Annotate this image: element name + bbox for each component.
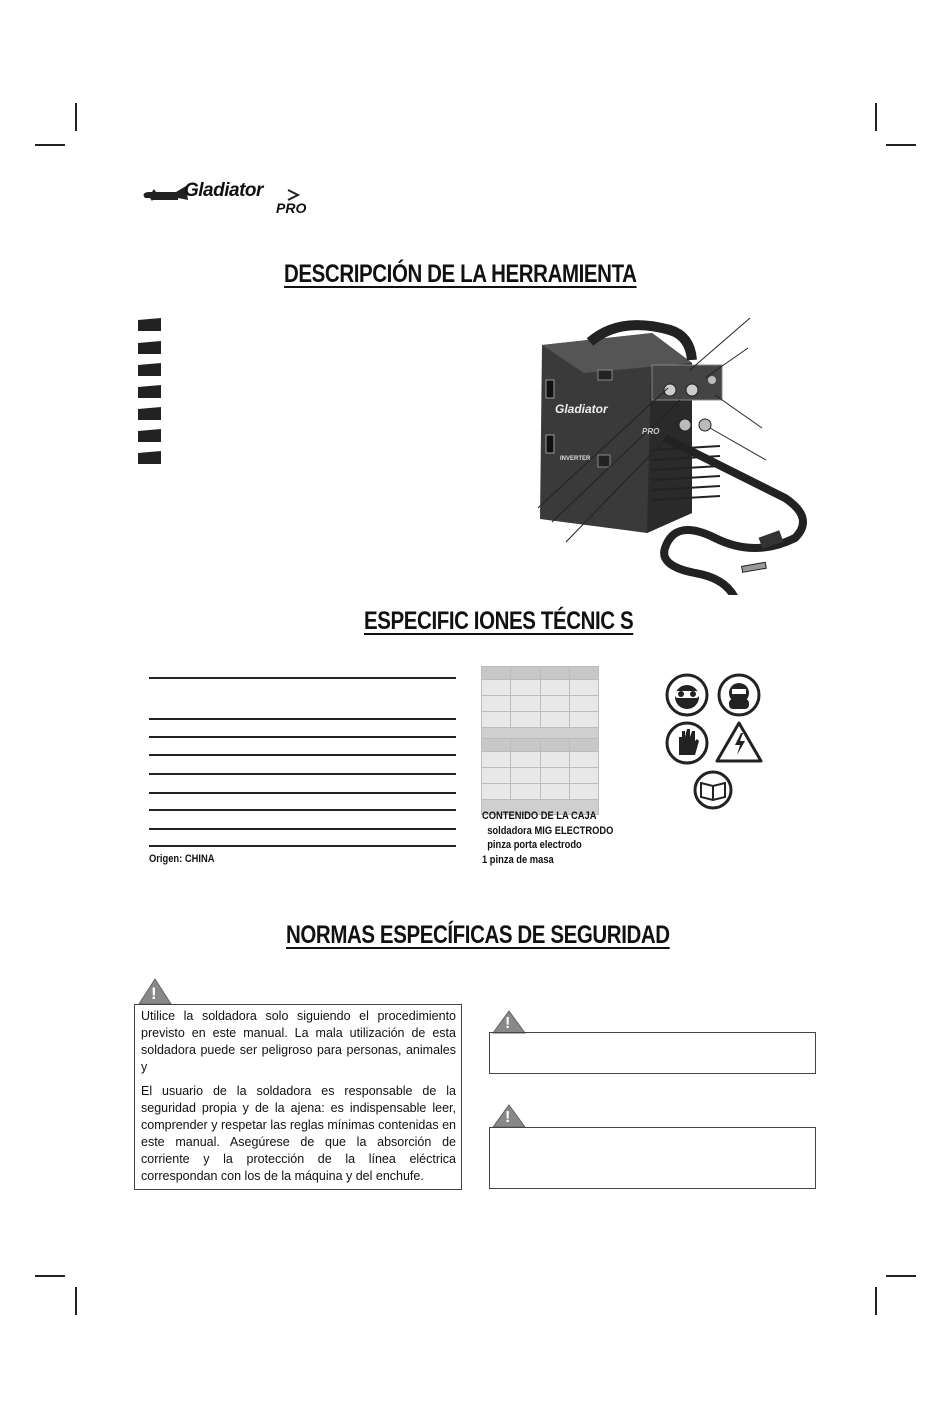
safety-box (134, 1004, 462, 1190)
list-bullet (138, 318, 161, 331)
crop-mark (875, 1287, 877, 1315)
warning-icon (137, 977, 173, 1005)
machine-brand: Gladiator (555, 402, 608, 416)
list-bullet (138, 407, 161, 420)
warning-mark: ! (505, 1015, 511, 1032)
list-bullet (138, 363, 161, 376)
welder-machine-icon (530, 310, 820, 595)
origin-label: Origen: CHINA (149, 853, 215, 865)
spec-table (481, 738, 599, 815)
list-bullet (138, 385, 161, 398)
box-contents-item: pinza porta electrodo (482, 839, 582, 851)
warning-mark: ! (505, 1109, 511, 1126)
safety-pictograms (665, 673, 765, 813)
machine-brand-sub: PRO (642, 427, 660, 436)
box-contents-item: 1 pinza de masa (482, 853, 554, 866)
box-contents-title: CONTENIDO DE LA CAJA (482, 810, 597, 822)
spec-row (149, 828, 456, 830)
description-title: DESCRIPCIÓN DE LA HERRAMIENTA (284, 260, 637, 288)
crop-mark (35, 1275, 65, 1277)
specs-title: ESPECIFIC IONES TÉCNIC S (364, 607, 634, 635)
box-contents (482, 809, 637, 867)
spec-row (149, 792, 456, 794)
warning-icon (491, 1104, 527, 1128)
safety-box (489, 1127, 816, 1189)
list-bullet (138, 341, 161, 354)
electric-hazard-icon (717, 723, 761, 761)
crop-mark (35, 144, 65, 146)
spec-row (149, 845, 456, 847)
crop-mark (75, 103, 77, 131)
goggles-icon (667, 675, 707, 715)
spec-row (149, 677, 456, 679)
spec-table (481, 666, 599, 743)
warning-icon (491, 1010, 527, 1034)
safety-title: NORMAS ESPECÍFICAS DE SEGURIDAD (286, 921, 670, 949)
brand-name: Gladiator (184, 180, 263, 201)
safety-paragraph: Utilice la soldadora solo siguiendo el procedimiento previsto en este manual. La mala utilización de esta soldadora puede ser peligroso para personas, animales y (141, 1009, 456, 1074)
crop-mark (886, 1275, 916, 1277)
spec-row (149, 773, 456, 775)
mask-icon (719, 675, 759, 715)
list-bullet (138, 451, 161, 464)
spec-row (149, 809, 456, 811)
machine-badge: INVERTER (560, 456, 591, 462)
warning-mark: ! (151, 984, 157, 1003)
welder-illustration (530, 310, 820, 595)
spec-row (149, 736, 456, 738)
crop-mark (875, 103, 877, 131)
crop-mark (75, 1287, 77, 1315)
crop-mark (886, 144, 916, 146)
spec-row (149, 754, 456, 756)
brand-sub: PRO (276, 200, 307, 216)
gloves-icon (667, 723, 707, 763)
safety-paragraph: El usuario de la soldadora es responsable de la seguridad propia y de la ajena: es indispensable leer, comprender y respetar las reglas mínimas contenidas en este manual. Asegúrese de que la absorción de corriente y la protección de la línea eléctrica correspondan con los de la máquina y del enchufe. (141, 1084, 456, 1183)
list-bullet (138, 429, 161, 442)
brand-logo (140, 180, 315, 225)
box-contents-item: soldadora MIG ELECTRODO (482, 824, 614, 837)
spec-row (149, 718, 456, 720)
safety-box (489, 1032, 816, 1074)
read-manual-icon (695, 772, 731, 808)
